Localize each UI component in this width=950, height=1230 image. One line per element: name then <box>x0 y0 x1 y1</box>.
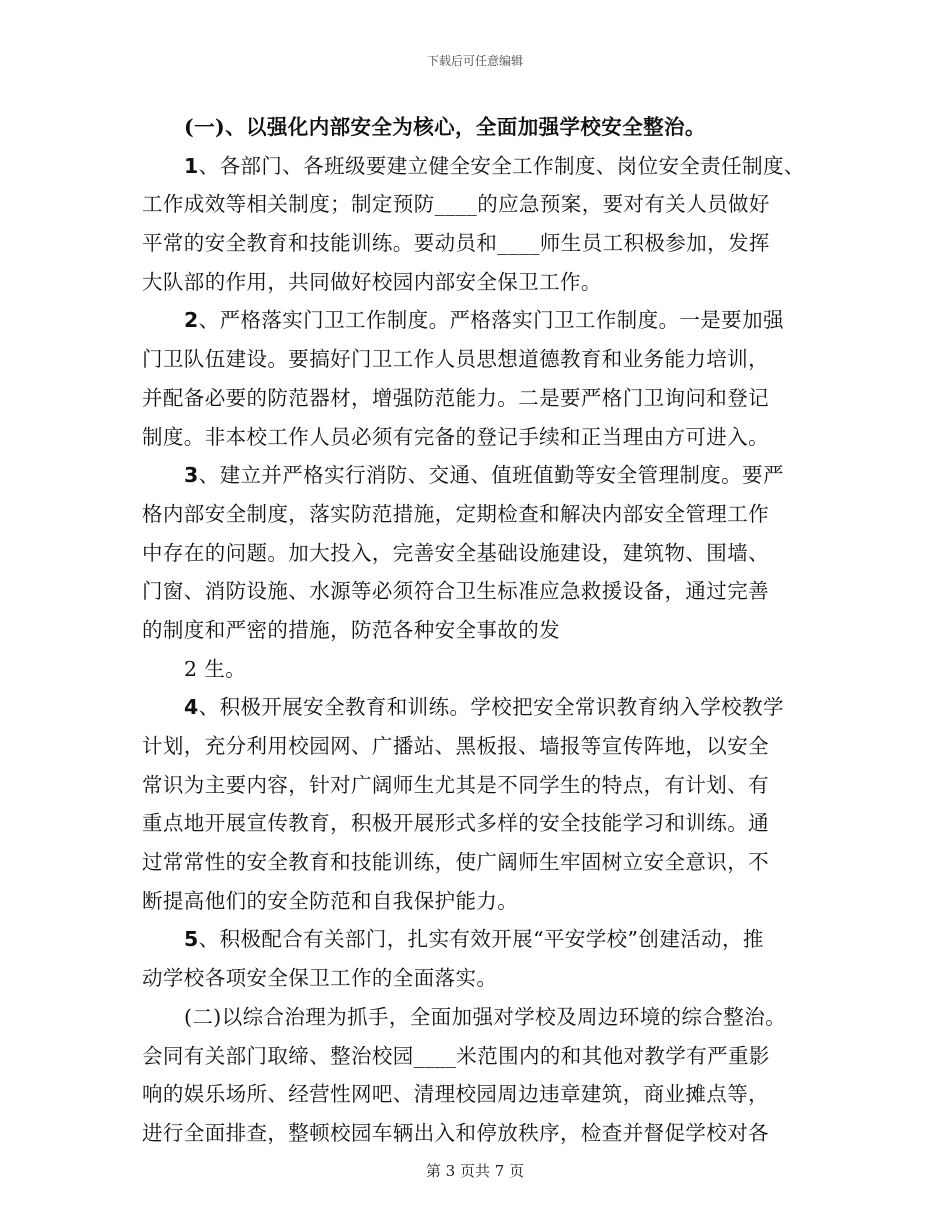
text-line <box>142 495 842 534</box>
text-line <box>142 185 842 224</box>
text-line <box>142 882 842 921</box>
text-line <box>142 263 842 302</box>
text-line <box>142 727 842 766</box>
line-text: 工作成效等相关制度；制定预防____的应急预案，要对有关人员做好 <box>142 192 770 217</box>
line-text: 的制度和严密的措施，防范各种安全事故的发 <box>142 617 560 642</box>
line-text: 大队部的作用，共同做好校园内部安全保卫工作。 <box>142 269 602 294</box>
line-text: (二)以综合治理为抓手，全面加强对学校及周边环境的综合整治。 <box>184 1004 786 1029</box>
line-text: (一)、以强化内部安全为核心，全面加强学校安全整治。 <box>184 115 706 139</box>
line-text: 会同有关部门取缔、整治校园____米范围内的和其他对教学有严重影 <box>142 1043 770 1068</box>
line-text: 、积极开展安全教育和训练。学校把安全常识教育纳入学校教学 <box>198 695 784 720</box>
line-text: 制度。非本校工作人员必须有完备的登记手续和正当理由方可进入。 <box>142 424 769 449</box>
text-line <box>142 1114 842 1153</box>
document-body <box>142 108 842 1153</box>
text-line <box>142 301 842 340</box>
text-line <box>142 456 842 495</box>
line-text: 断提高他们的安全防范和自我保护能力。 <box>142 888 519 913</box>
text-line <box>142 340 842 379</box>
item-number: 2 <box>184 308 199 333</box>
text-line <box>142 843 842 882</box>
text-line <box>142 147 842 186</box>
page-footer: 第 3 页共 7 页 <box>425 1162 525 1180</box>
line-text: 中存在的问题。加大投入，完善安全基础设施建设，建筑物、围墙、 <box>142 540 769 565</box>
text-line <box>142 108 842 147</box>
line-text: 、严格落实门卫工作制度。严格落实门卫工作制度。一是要加强 <box>198 308 784 333</box>
line-text: 动学校各项安全保卫工作的全面落实。 <box>142 966 498 991</box>
item-number: 4 <box>184 695 199 720</box>
line-text: 、积极配合有关部门，扎实有效开展“平安学校”创建活动，推 <box>198 927 764 952</box>
line-text: 过常常性的安全教育和技能训练，使广阔师生牢固树立安全意识，不 <box>142 850 769 875</box>
line-text: 进行全面排查，整顿校园车辆出入和停放秩序，检查并督促学校对各 <box>142 1120 769 1145</box>
item-number: 5 <box>184 927 199 952</box>
text-line <box>142 959 842 998</box>
text-line <box>142 998 842 1037</box>
line-text: 计划，充分利用校园网、广播站、黑板报、墙报等宣传阵地，以安全 <box>142 734 769 758</box>
text-line <box>142 224 842 263</box>
text-line <box>142 418 842 457</box>
line-text: 重点地开展宣传教育，积极开展形式多样的安全技能学习和训练。通 <box>142 811 769 836</box>
text-line <box>142 379 842 418</box>
text-line <box>142 611 842 650</box>
line-text: 门窗、消防设施、水源等必须符合卫生标准应急救援设备，通过完善 <box>142 579 769 604</box>
line-text: 、建立并严格实行消防、交通、值班值勤等安全管理制度。要严 <box>198 463 784 488</box>
text-line <box>142 766 842 805</box>
page-header: 下载后可任意编辑 <box>426 54 523 68</box>
text-line <box>142 650 842 689</box>
line-text: 并配备必要的防范器材，增强防范能力。二是要严格门卫询问和登记 <box>142 385 769 410</box>
line-text: 常识为主要内容，针对广阔师生尤其是不同学生的特点，有计划、有 <box>142 772 769 797</box>
text-line <box>142 1075 842 1114</box>
text-line <box>142 1037 842 1076</box>
text-line <box>142 572 842 611</box>
text-line <box>142 534 842 573</box>
item-number: 1 <box>184 153 199 178</box>
text-line <box>142 804 842 843</box>
item-number: 3 <box>184 463 199 488</box>
text-line <box>142 688 842 727</box>
line-text: 格内部安全制度，落实防范措施，定期检查和解决内部安全管理工作 <box>142 501 769 526</box>
line-text: 2 生。 <box>184 656 247 681</box>
line-text: 门卫队伍建设。要搞好门卫工作人员思想道德教育和业务能力培训， <box>142 347 769 372</box>
line-text: 、各部门、各班级要建立健全安全工作制度、岗位安全责任制度、 <box>198 153 805 178</box>
line-text: 平常的安全教育和技能训练。要动员和____师生员工积极参加，发挥 <box>142 231 770 256</box>
line-text: 响的娱乐场所、经营性网吧、清理校园周边违章建筑，商业摊点等， <box>142 1082 769 1107</box>
text-line <box>142 920 842 959</box>
